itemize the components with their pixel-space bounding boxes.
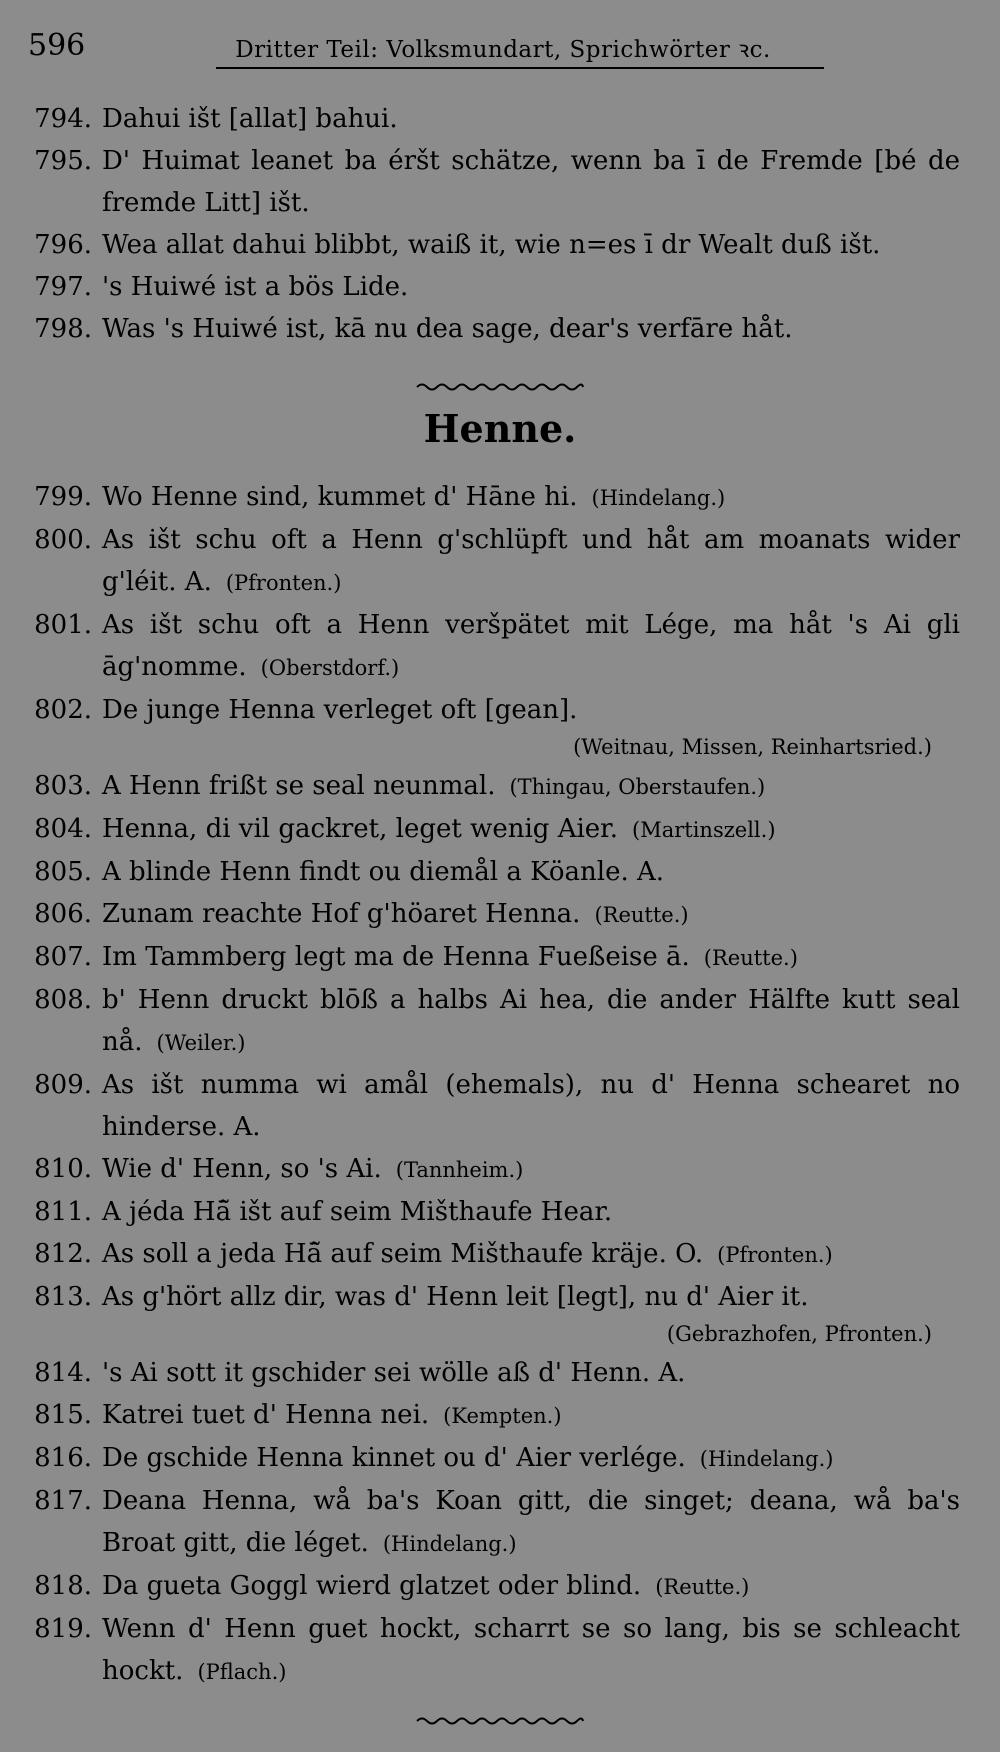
proverb-number: 815. — [34, 1400, 92, 1430]
proverb-source: (Weiler.) — [156, 1031, 246, 1055]
proverb-list-henne — [20, 476, 960, 1693]
proverb-text: Zunam reachte Hof g'höaret Henna. — [102, 899, 581, 929]
proverb-source: (Pflach.) — [197, 1660, 287, 1684]
proverb-number: 796. — [34, 230, 92, 260]
proverb-source: (Pfronten.) — [717, 1243, 833, 1267]
proverb-text: As g'hört allz dir, was d' Henn leit [legt], nu d' Aier it. — [102, 1282, 809, 1312]
proverb-number: 806. — [34, 899, 92, 929]
page-number: 596 — [28, 28, 86, 63]
proverb-source: (Kempten.) — [443, 1404, 562, 1428]
proverb-entry — [20, 1191, 960, 1233]
proverb-entry — [20, 851, 960, 893]
proverb-number: 799. — [34, 482, 92, 512]
proverb-source: (Thingau, Oberstaufen.) — [509, 775, 766, 799]
proverb-text: As soll a jeda Hā̃ auf seim Mišthaufe kräje. O. — [102, 1239, 704, 1269]
proverb-text: Katrei tuet d' Henna nei. — [102, 1400, 430, 1430]
proverb-text: b' Henn druckt blōß a halbs Ai hea, die ander Hälfte kutt seal nå. — [102, 985, 960, 1057]
proverb-number: 819. — [34, 1614, 92, 1644]
proverb-entry — [20, 1352, 960, 1394]
proverb-entry — [20, 266, 960, 308]
ornamental-divider-top — [0, 378, 1000, 397]
proverb-entry — [20, 765, 960, 808]
proverb-source: (Hindelang.) — [591, 486, 726, 510]
proverb-number: 798. — [34, 314, 92, 344]
proverb-number: 802. — [34, 695, 92, 725]
proverb-text: 's Huiwé ist a bös Lide. — [102, 272, 409, 302]
header-rule — [216, 67, 824, 69]
proverb-text: Dahui išt [allat] bahui. — [102, 104, 398, 134]
proverb-number: 805. — [34, 857, 92, 887]
proverb-number: 794. — [34, 104, 92, 134]
proverb-text: As išt schu oft a Henn veršpätet mit Lége, ma håt 's Ai gli āg'nomme. — [102, 610, 960, 682]
proverb-text: 's Ai sott it gschider sei wölle aß d' Henn. A. — [102, 1358, 686, 1388]
proverb-number: 811. — [34, 1197, 92, 1227]
proverb-entry — [20, 1394, 960, 1437]
proverb-entry — [20, 519, 960, 604]
proverb-text: Deana Henna, wå ba's Koan gitt, die singet; deana, wå ba's Broat gitt, die léget. — [102, 1486, 960, 1558]
proverb-number: 801. — [34, 610, 92, 640]
proverb-source: (Reutte.) — [594, 903, 689, 927]
proverb-number: 795. — [34, 146, 92, 176]
proverb-number: 800. — [34, 525, 92, 555]
page-header — [28, 28, 970, 72]
proverb-entry — [20, 1276, 960, 1352]
proverb-entry — [20, 1437, 960, 1480]
proverb-entry — [20, 140, 960, 224]
proverb-number: 797. — [34, 272, 92, 302]
proverb-source: (Tannheim.) — [395, 1158, 524, 1182]
proverb-number: 808. — [34, 985, 92, 1015]
proverb-entry — [20, 893, 960, 936]
proverb-entry — [20, 1064, 960, 1148]
proverb-entry — [20, 224, 960, 266]
proverb-text: Im Tammberg legt ma de Henna Fueßeise ā. — [102, 942, 690, 972]
proverb-entry — [20, 1480, 960, 1565]
proverb-text: A blinde Henn findt ou diemål a Köanle. A. — [102, 857, 665, 887]
ornamental-divider-bottom — [0, 1712, 1000, 1731]
proverb-source: (Reutte.) — [703, 946, 798, 970]
proverb-entry — [20, 604, 960, 689]
proverb-source: (Reutte.) — [655, 1575, 750, 1599]
proverb-text: A Henn frißt se seal neunmal. — [102, 771, 496, 801]
proverb-entry — [20, 1565, 960, 1608]
proverb-text: Da gueta Goggl wierd glatzet oder blind. — [102, 1571, 642, 1601]
proverb-list-heimat — [20, 98, 960, 350]
proverb-source: (Weitnau, Missen, Reinhartsried.) — [573, 735, 932, 759]
proverb-entry — [20, 1608, 960, 1693]
running-head: Dritter Teil: Volksmundart, Sprichwörter ꝛc. — [235, 37, 771, 63]
proverb-number: 809. — [34, 1070, 92, 1100]
proverb-number: 807. — [34, 942, 92, 972]
proverb-text: A jéda Hā̃ išt auf seim Mišthaufe Hear. — [102, 1197, 613, 1227]
proverb-entry — [20, 1233, 960, 1276]
proverb-text: D' Huimat leanet ba éršt schätze, wenn ba ī de Fremde [bé de fremde Litt] išt. — [102, 146, 960, 218]
proverb-number: 818. — [34, 1571, 92, 1601]
proverb-text: As išt schu oft a Henn g'schlüpft und håt am moanats wider g'léit. A. — [102, 525, 960, 597]
proverb-text: De gschide Henna kinnet ou d' Aier verlége. — [102, 1443, 686, 1473]
proverb-number: 817. — [34, 1486, 92, 1516]
proverb-number: 812. — [34, 1239, 92, 1269]
proverb-text: Wea allat dahui blibbt, waiß it, wie n=es ī dr Wealt duß išt. — [102, 230, 881, 260]
proverb-source: (Hindelang.) — [699, 1447, 834, 1471]
proverb-source: (Martinszell.) — [632, 818, 776, 842]
proverb-entry — [20, 936, 960, 979]
proverb-entry — [20, 98, 960, 140]
proverb-entry — [20, 808, 960, 851]
proverb-text: Wo Henne sind, kummet d' Hāne hi. — [102, 482, 578, 512]
proverb-source: (Hindelang.) — [382, 1532, 517, 1556]
proverb-source: (Gebrazhofen, Pfronten.) — [666, 1322, 932, 1346]
proverb-number: 813. — [34, 1282, 92, 1312]
proverb-source: (Pfronten.) — [225, 571, 342, 595]
proverb-entry — [20, 308, 960, 350]
section-heading: Henne. — [423, 406, 577, 451]
proverb-entry — [20, 476, 960, 519]
proverb-entry — [20, 1148, 960, 1191]
proverb-text: Wie d' Henn, so 's Ai. — [102, 1154, 382, 1184]
proverb-text: As išt numma wi amål (ehemals), nu d' Henna schearet no hinderse. A. — [102, 1070, 960, 1142]
proverb-entry — [20, 689, 960, 765]
proverb-text: Wenn d' Henn guet hockt, scharrt se so lang, bis se schleacht hockt. — [102, 1614, 960, 1686]
proverb-number: 814. — [34, 1358, 92, 1388]
proverb-text: Was 's Huiwé ist, kā nu dea sage, dear's verfāre håt. — [102, 314, 793, 344]
proverb-text: Henna, di vil gackret, leget wenig Aier. — [102, 814, 619, 844]
proverb-number: 810. — [34, 1154, 92, 1184]
proverb-number: 804. — [34, 814, 92, 844]
wave-ornament-icon — [415, 381, 585, 393]
proverb-source: (Oberstdorf.) — [260, 656, 400, 680]
wave-ornament-icon — [415, 1715, 585, 1727]
proverb-text: De junge Henna verleget oft [gean]. — [102, 695, 578, 725]
proverb-entry — [20, 979, 960, 1064]
proverb-number: 816. — [34, 1443, 92, 1473]
proverb-number: 803. — [34, 771, 92, 801]
